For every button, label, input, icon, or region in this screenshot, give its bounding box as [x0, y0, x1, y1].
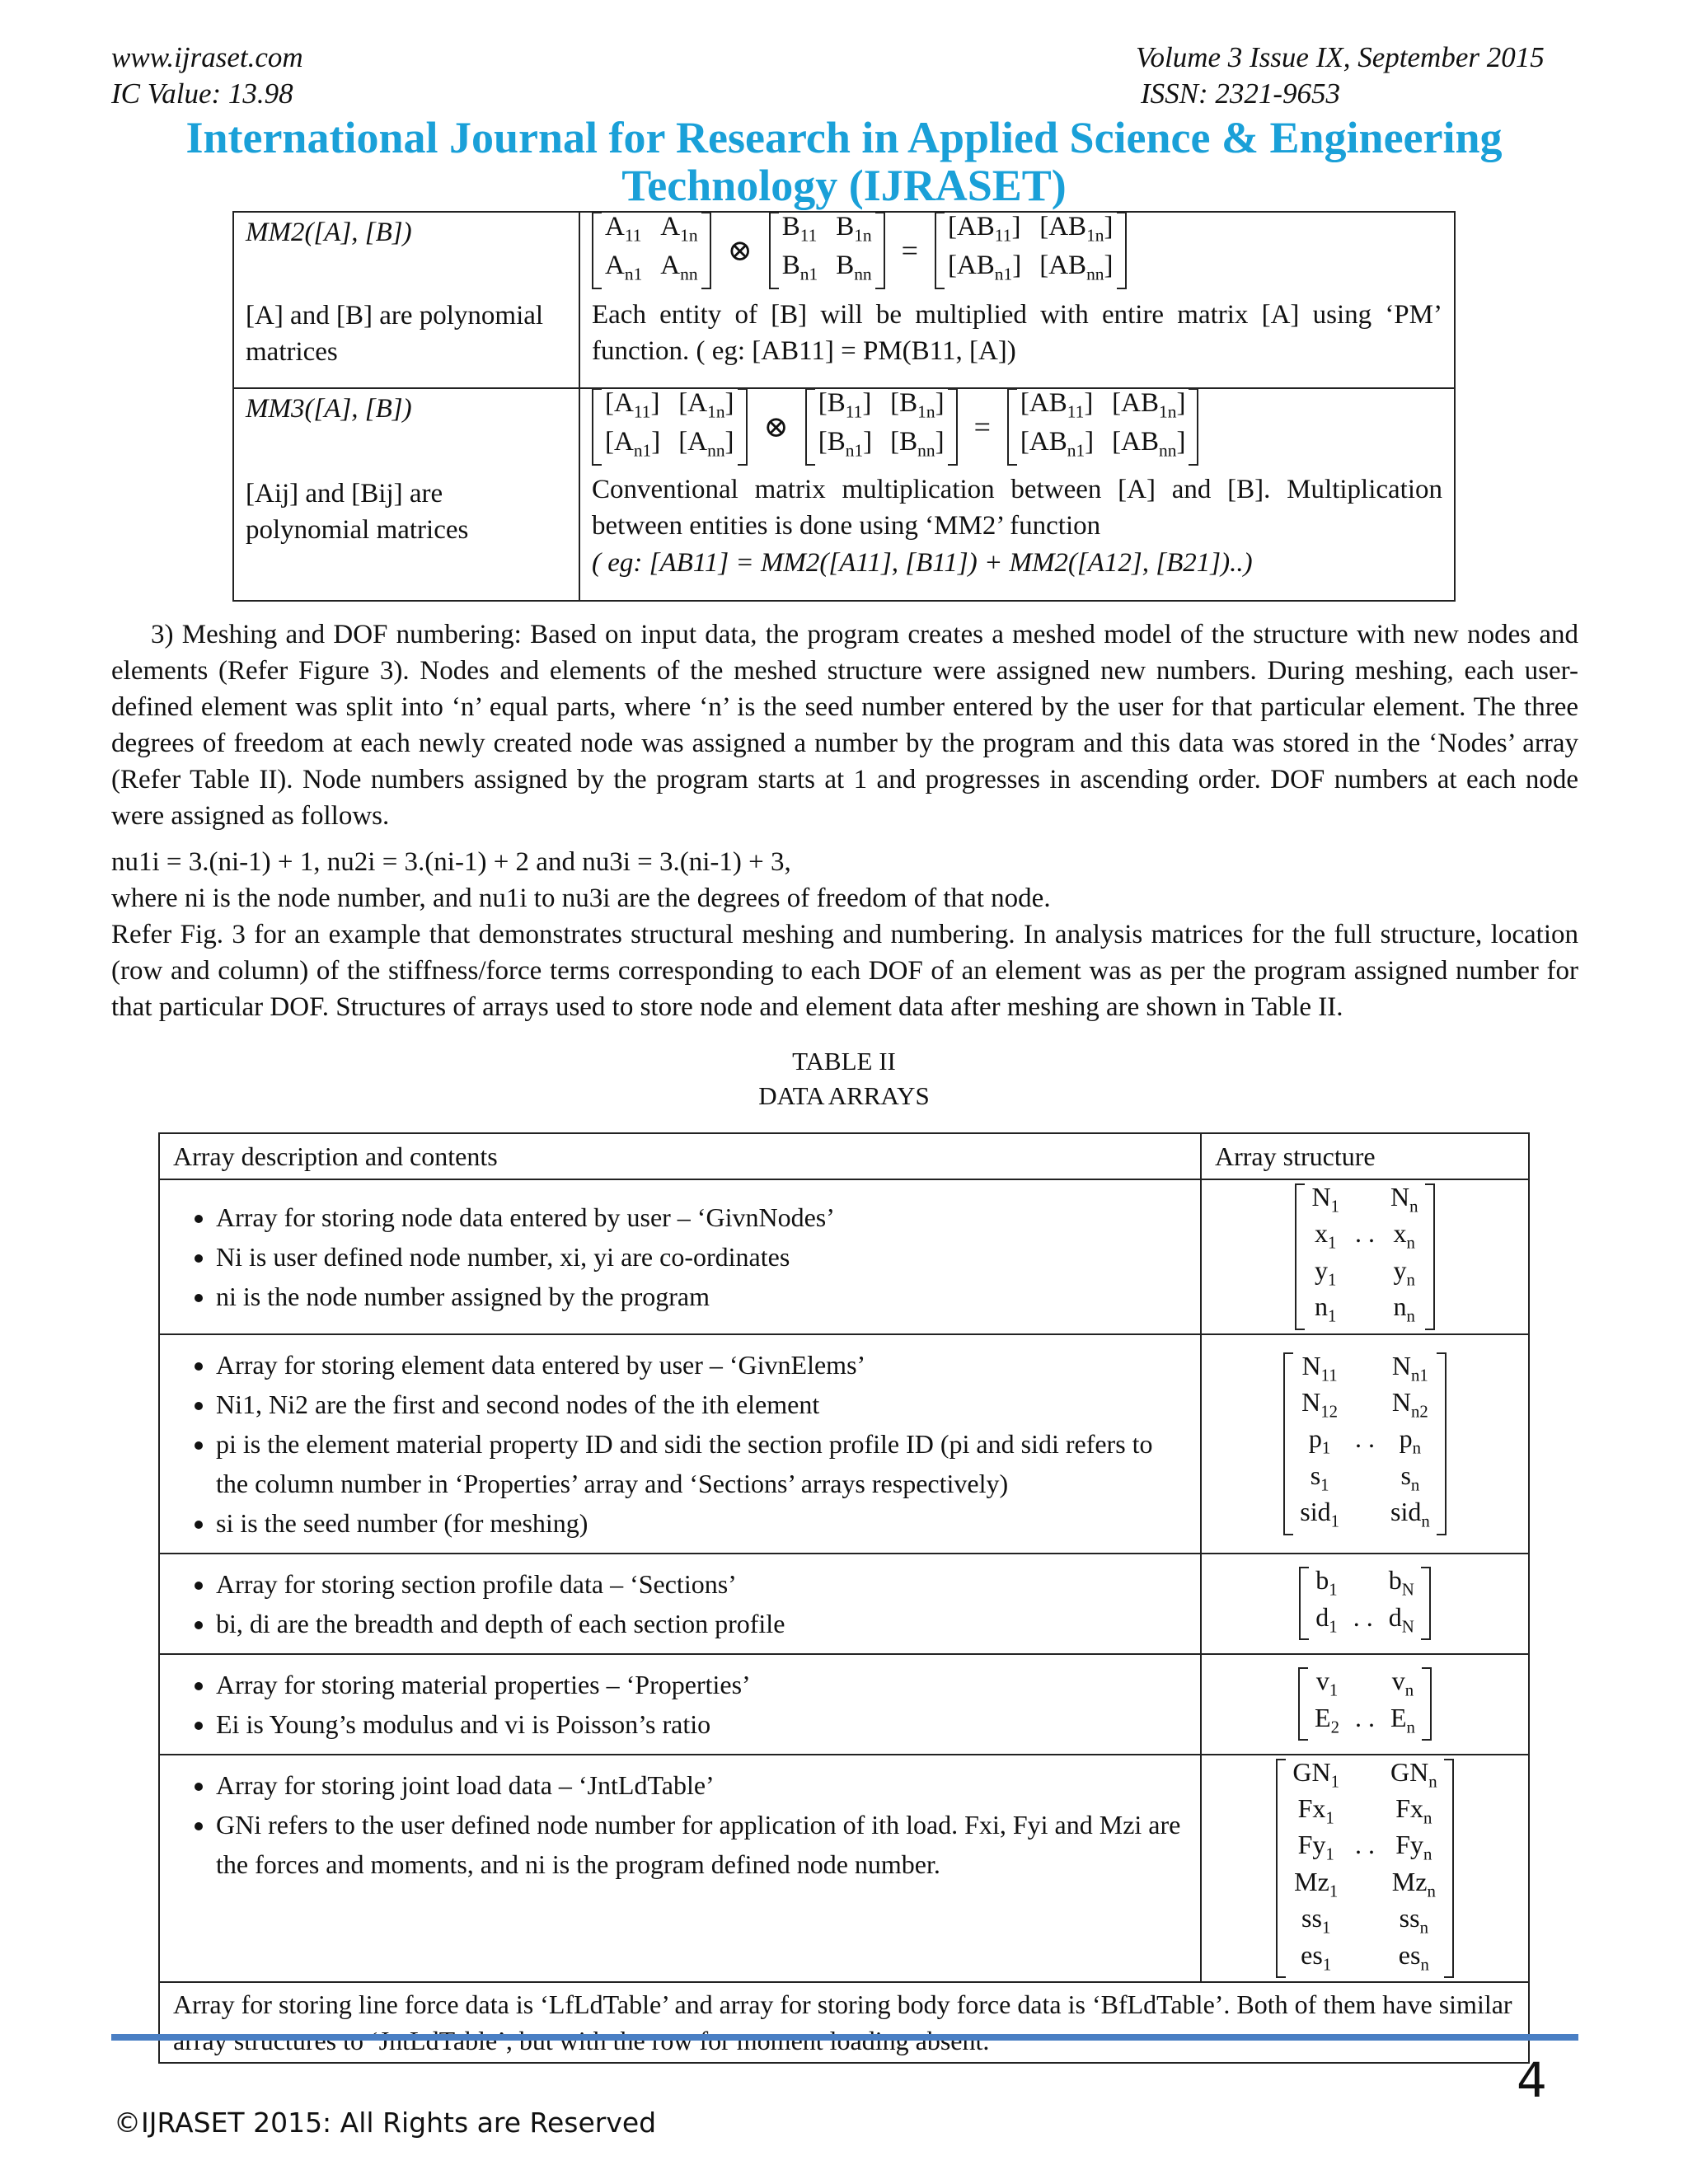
mm2-note: [A] and [B] are polynomial matrices — [246, 301, 544, 367]
list-item: • ni is the node number assigned by the program — [216, 1277, 1187, 1316]
row-sections — [159, 1554, 1201, 1654]
mm3-equation: $[A_{11}]$ $[A_{1n}]$ $[A_{n1}]$ $[A_{nn}]$ ⊗ $[B_{11}]$ $[B_{1n}]$ $[B_{n1}]$ $[B_{nn}]$ = $[AB_{11}]$ $[AB_{1n}]$ $[AB_{n1}]$ $[AB_{nn}]$ — [592, 394, 1442, 460]
row-jntldtable — [159, 1755, 1201, 1982]
matrix-multiplication-table — [232, 211, 1456, 602]
list-item: • si is the seed number (for meshing) — [216, 1503, 1187, 1543]
mm2-equation: $A_{11}$ $A_{1n}$ $A_{n1}$ $A_{nn}$ ⊗ $B_{11}$ $B_{1n}$ $B_{n1}$ $B_{nn}$ = $[AB_{11}]$ $[AB_{1n}]$ $[AB_{n1}]$ $[AB_{nn}]$ — [592, 218, 1442, 284]
structure-givnnodes: $N_1$ $N_n$ $x_1$ . . $x_n$ $y_1$ $y_n$ $n_1$ $n_n$ — [1201, 1179, 1529, 1334]
mm3-example: ( eg: [AB11] = MM2([A11], [B11]) + MM2([A12], [B21])..) — [592, 548, 1253, 578]
mm2-definition — [579, 212, 1455, 388]
meshing-paragraph: 3) Meshing and DOF numbering: Based on input data, the program creates a meshed model of the structure with new nodes and elements (Refer Figure 3). Nodes and elements of the meshed structure were assigned new numbers. During meshing, each user-defined element was split into ‘n’ equal parts, where ‘n’ is the seed number entered by the user for that particular element. The three degrees of freedom at each newly created node was assigned a number by the program and this data was stored in the ‘Nodes’ array (Refer Table II). Node numbers assigned by the program starts at 1 and progresses in ascending order. DOF numbers at each node were assigned as follows. — [111, 620, 1578, 831]
list-item: • GNi refers to the user defined node number for application of ith load. Fxi, Fyi and Mzi are the forces and moments, and ni is the program defined node number. — [216, 1805, 1187, 1884]
data-arrays-table — [158, 1132, 1530, 2064]
list-item: • Array for storing material properties – ‘Properties’ — [216, 1665, 1187, 1704]
dof-where: where ni is the node number, and nu1i to nu3i are the degrees of freedom of that node. — [111, 883, 1051, 913]
column-header-structure: Array structure — [1201, 1133, 1529, 1179]
table-label: TABLE II — [792, 1047, 896, 1076]
structure-properties: $v_1$ $v_n$ $E_2$ . . $E_n$ — [1201, 1654, 1529, 1755]
list-item: • bi, di are the breadth and depth of each section profile — [216, 1604, 1187, 1643]
refer-paragraph: Refer Fig. 3 for an example that demonstrates structural meshing and numbering. In analysis matrices for the full structure, location (row and column) of the stiffness/force terms corresponding to each DOF of an element was as per the program assigned number for that particular DOF. Structures of arrays used to store node and element data after meshing are shown in Table II. — [111, 920, 1578, 1022]
mm3-definition — [579, 388, 1455, 601]
row-givnnodes — [159, 1179, 1201, 1334]
row-line-body-force: Array for storing line force data is ‘LfLdTable’ and array for storing body force data is ‘BfLdTable’. Both of them have similar — [159, 1982, 1529, 2063]
list-item: • Ni1, Ni2 are the first and second nodes of the ith element — [216, 1385, 1187, 1424]
dof-formula: nu1i = 3.(ni-1) + 1, nu2i = 3.(ni-1) + 2 and nu3i = 3.(ni-1) + 3, — [111, 847, 791, 877]
list-item: • Array for storing joint load data – ‘JntLdTable’ — [216, 1765, 1187, 1805]
mm3-cell — [233, 388, 579, 601]
ic-value: IC Value: 13.98 — [111, 77, 293, 110]
page-number: 4 — [1517, 2052, 1547, 2108]
mm2-cell — [233, 212, 579, 388]
structure-givnelems: $N_{11}$ $N_{n1}$ $N_{12}$ $N_{n2}$ $p_1$ . . $p_n$ $s_1$ $s_n$ sid$_1$ sid$_n$ — [1201, 1334, 1529, 1554]
row-properties — [159, 1654, 1201, 1755]
volume-info: Volume 3 Issue IX, September 2015 — [1136, 41, 1545, 73]
table-title: DATA ARRAYS — [758, 1081, 930, 1110]
footer-divider — [111, 2034, 1578, 2041]
journal-title-line1: International Journal for Research in Applied Science & Engineering — [185, 113, 1503, 162]
list-item: • Array for storing element data entered by user – ‘GivnElems’ — [216, 1345, 1187, 1385]
row-givnelems — [159, 1334, 1201, 1554]
column-header-description: Array description and contents — [159, 1133, 1201, 1179]
mm2-description: Each entity of [B] will be multiplied with entire matrix [A] using ‘PM’ function. ( eg: [AB11] = PM(B11, [A]) — [592, 300, 1442, 366]
copyright: ©IJRASET 2015: All Rights are Reserved — [114, 2107, 657, 2139]
issn: ISSN: 2321-9653 — [1141, 77, 1341, 110]
list-item: • pi is the element material property ID and sidi the section profile ID (pi and sidi refers to the column number in ‘Properties’ array and ‘Sections’ arrays respectively) — [216, 1424, 1187, 1503]
mm3-note: [Aij] and [Bij] are polynomial matrices — [246, 479, 469, 545]
structure-sections: $b_1$ $b_N$ $d_1$ . . $d_N$ — [1201, 1554, 1529, 1654]
structure-jntldtable: $GN_1$ $GN_n$ $Fx_1$ $Fx_n$ $Fy_1$ . . $Fy_n$ $Mz_1$ $Mz_n$ $ss_1$ $ss_n$ $es_1$ $es_n$ — [1201, 1755, 1529, 1982]
list-item: • Array for storing node data entered by user – ‘GivnNodes’ — [216, 1197, 1187, 1237]
mm2-name: MM2([A], [B]) — [246, 218, 412, 247]
mm3-name: MM3([A], [B]) — [246, 394, 412, 424]
journal-title-line2: Technology (IJRASET) — [621, 161, 1067, 210]
list-item: • Ei is Young’s modulus and vi is Poisson’s ratio — [216, 1704, 1187, 1744]
list-item: • Array for storing section profile data – ‘Sections’ — [216, 1564, 1187, 1604]
list-item: • Ni is user defined node number, xi, yi are co-ordinates — [216, 1237, 1187, 1277]
journal-url: www.ijraset.com — [111, 41, 303, 73]
mm3-description: Conventional matrix multiplication between [A] and [B]. Multiplication between entities is done using ‘MM2’ function — [592, 475, 1442, 541]
